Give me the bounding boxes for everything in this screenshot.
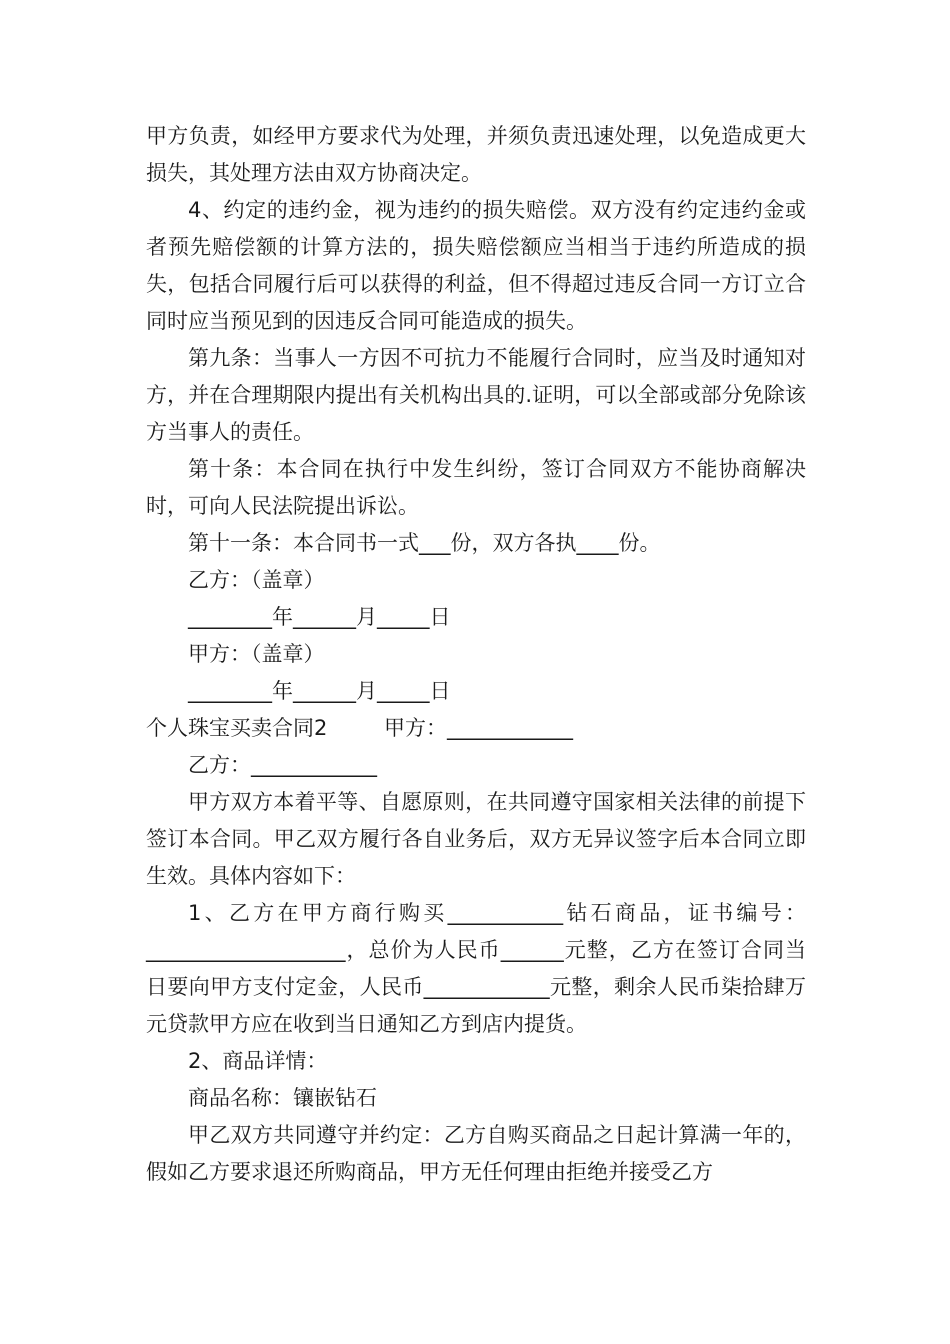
contract-2-party-a: 甲方：____________: [384, 716, 573, 740]
contract-2-product-name: 商品名称：镶嵌钻石: [188, 1086, 377, 1110]
paragraph-article-9: 第九条：当事人一方因不可抗力不能履行合同时，应当及时通知对方，并在合理期限内提出有关机构出具的.证明，可以全部或部分免除该方当事人的责任。: [146, 346, 806, 444]
contract-2-heading-line: [146, 710, 806, 747]
party-a-seal-line: 甲方：（盖章）: [188, 642, 325, 666]
party-b-date-line: ________年______月_____日: [188, 605, 451, 629]
paragraph-liability-handling: 甲方负责，如经甲方要求代为处理，并须负责迅速处理，以免造成更大损失，其处理方法由双方协商决定。: [146, 124, 806, 185]
contract-2-clause-2: 2、商品详情：: [188, 1049, 328, 1073]
contract-2-clause-1: 1、乙方在甲方商行购买___________钻石商品，证书编号：___________________，总价为人民币______元整，乙方在签订合同当日要向甲方支付定金，人民币____________元整，剩余人民币柒拾肆万元贷款甲方应在收到当日通知乙方到店内提货。: [146, 901, 806, 1036]
contract-2-return-terms: 甲乙双方共同遵守并约定：乙方自购买商品之日起计算满一年的，假如乙方要求退还所购商品，甲方无任何理由拒绝并接受乙方: [146, 1123, 806, 1184]
contract-2-party-b: 乙方：____________: [188, 753, 377, 777]
paragraph-clause-4-damages: 4、约定的违约金，视为违约的损失赔偿。双方没有约定违约金或者预先赔偿额的计算方法的，损失赔偿额应当相当于违约所造成的损失，包括合同履行后可以获得的利益，但不得超过违反合同一方订立合同时应当预见到的因违反合同可能造成的损失。: [146, 198, 806, 333]
document-body: [146, 118, 806, 1191]
paragraph-article-11: 第十一条：本合同书一式___份，双方各执____份。: [188, 531, 661, 555]
paragraph-article-10: 第十条：本合同在执行中发生纠纷，签订合同双方不能协商解决时，可向人民法院提出诉讼。: [146, 457, 806, 518]
contract-2-preamble: 甲方双方本着平等、自愿原则，在共同遵守国家相关法律的前提下签订本合同。甲乙双方履行各自业务后，双方无异议签字后本合同立即生效。具体内容如下：: [146, 790, 806, 888]
party-b-seal-line: 乙方：（盖章）: [188, 568, 325, 592]
contract-2-title: 个人珠宝买卖合同2: [146, 716, 328, 740]
party-a-date-line: ________年______月_____日: [188, 679, 451, 703]
